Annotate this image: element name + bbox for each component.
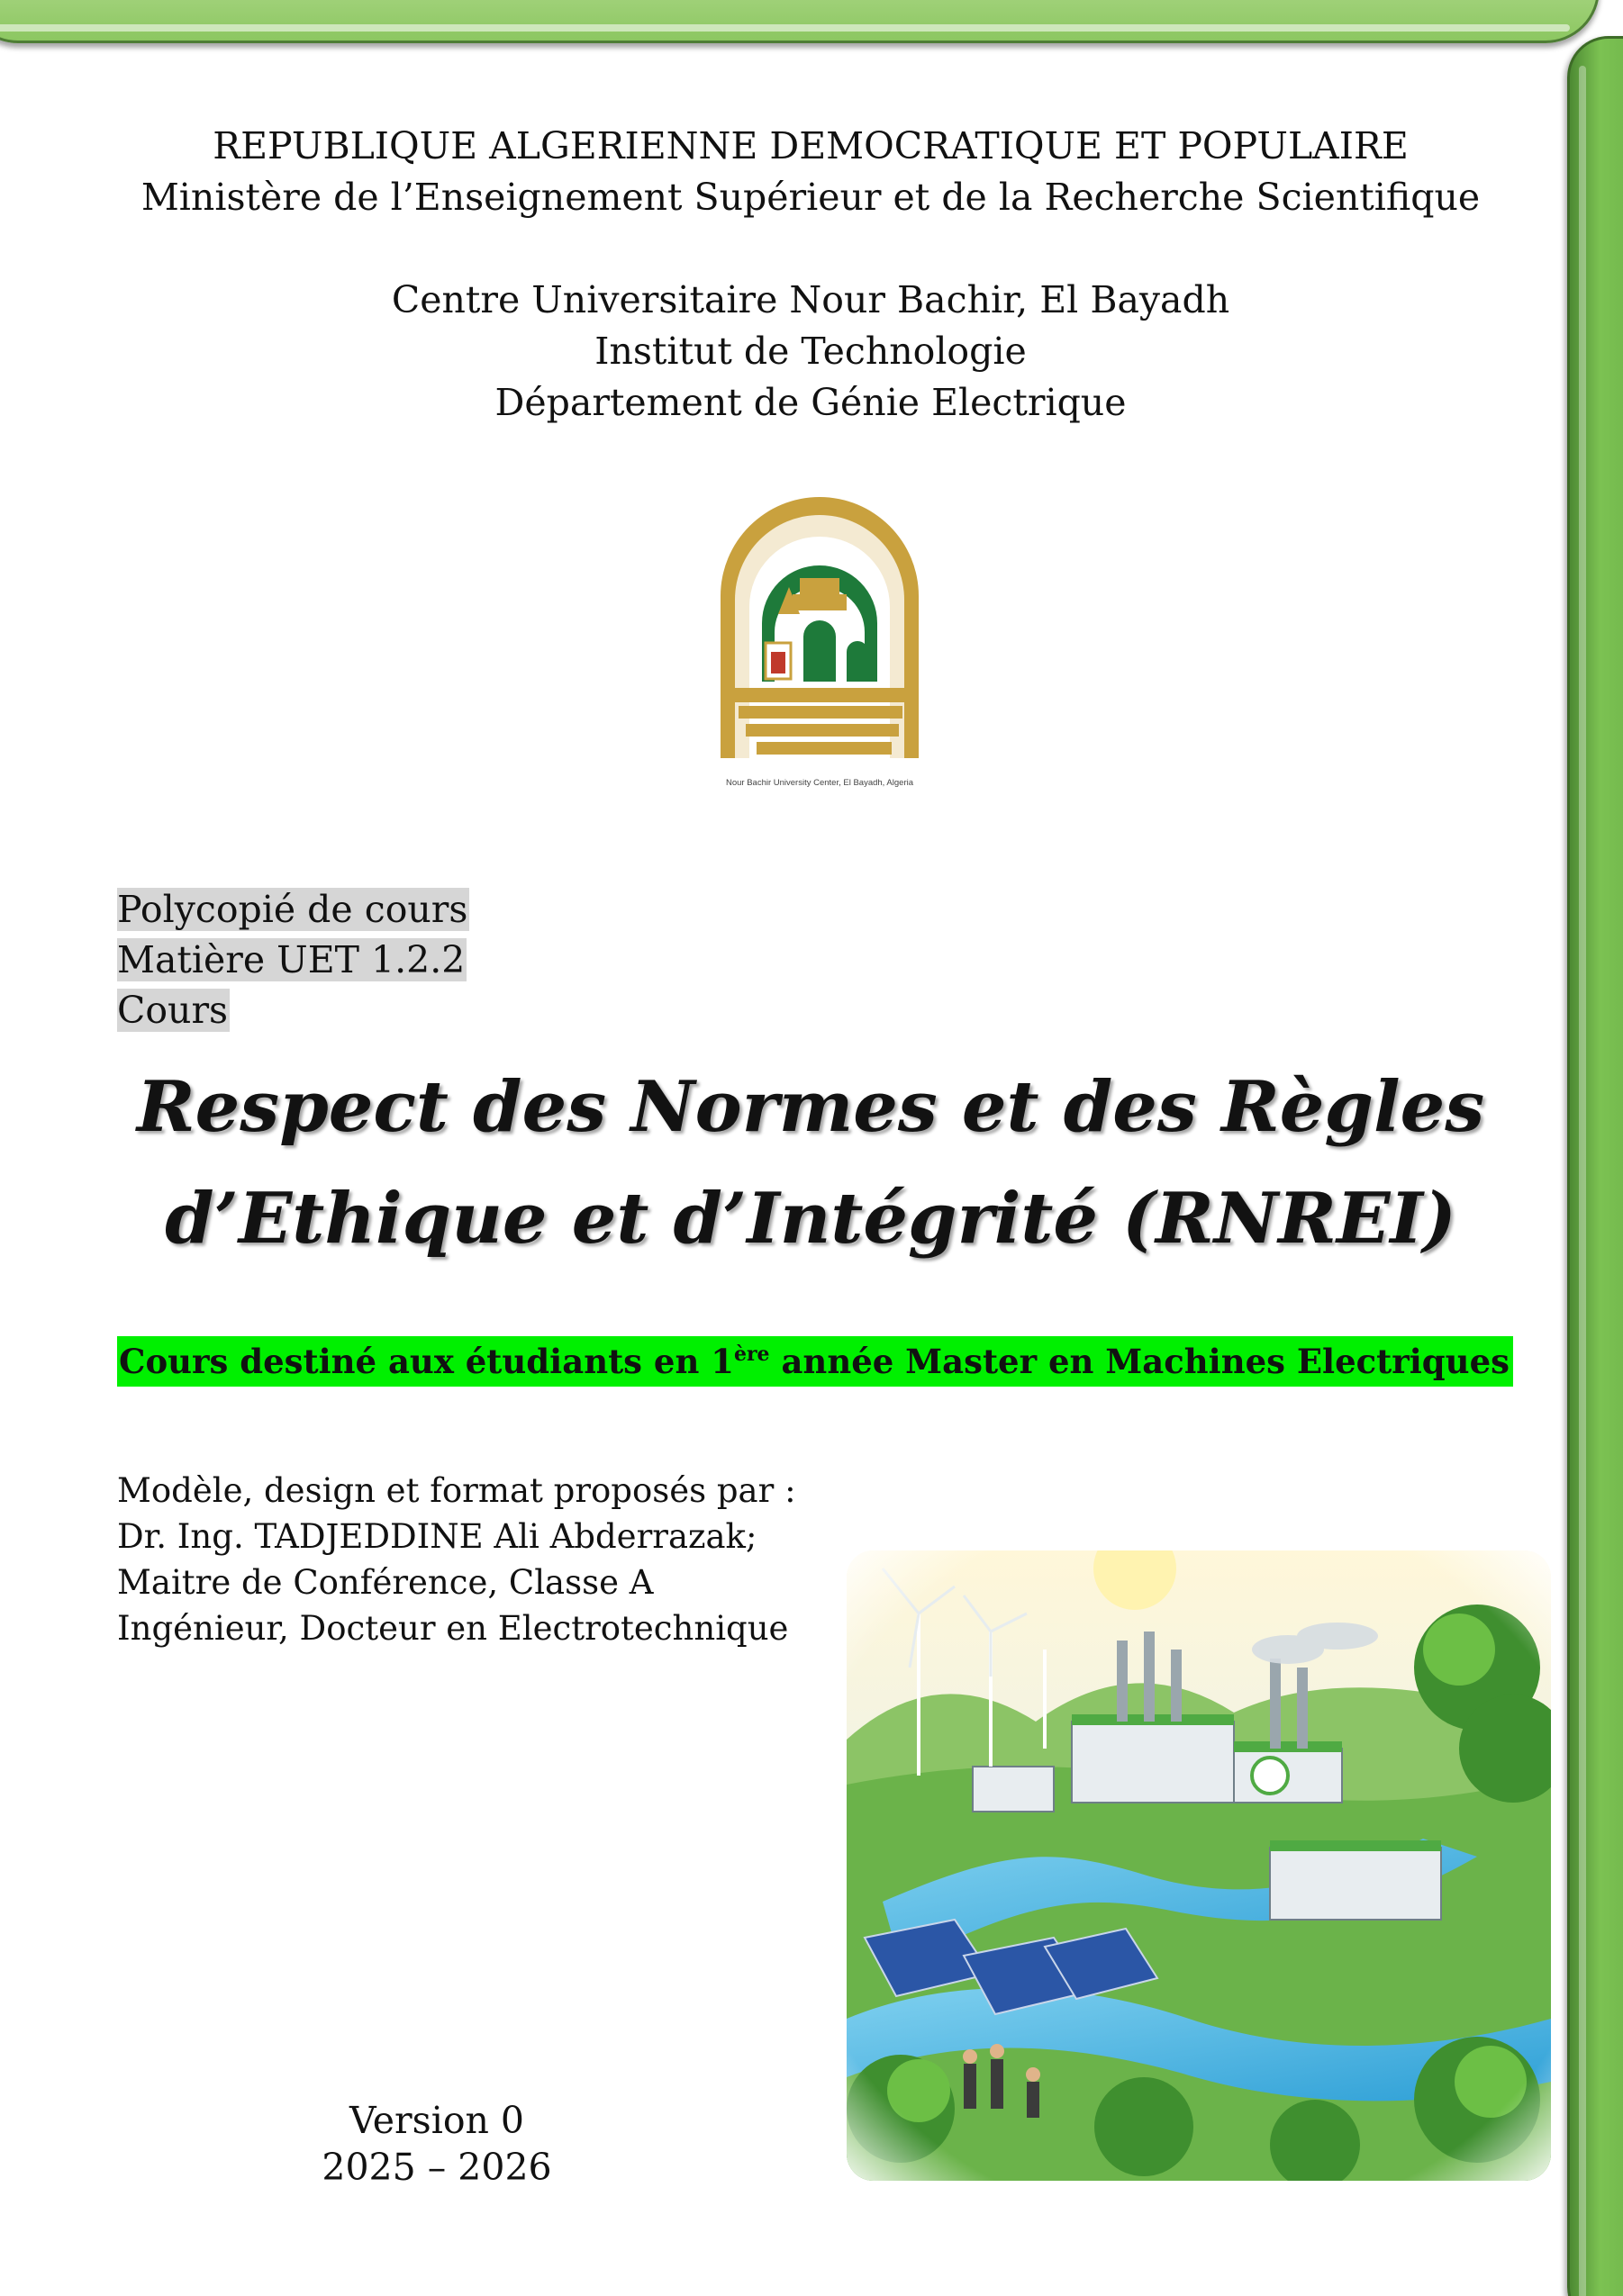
course-title-line-1: Respect des Normes et des Règles (136, 1066, 1485, 1148)
author-line: Dr. Ing. TADJEDDINE Ali Abderrazak; (117, 1517, 757, 1556)
course-label-line: Polycopié de cours (117, 888, 468, 931)
version-label: Version 0 (349, 2099, 525, 2142)
course-title-line-2: d’Ethique et d’Intégrité (RNREI) (165, 1178, 1456, 1260)
course-labels (117, 884, 469, 1035)
department-heading: Département de Génie Electrique (494, 381, 1127, 424)
institute-heading: Institut de Technologie (594, 330, 1027, 373)
sustainable-energy-illustration (847, 1550, 1551, 2181)
author-line: Ingénieur, Docteur en Electrotechnique (117, 1609, 789, 1648)
author-line: Modèle, design et format proposés par : (117, 1471, 796, 1510)
academic-years: 2025 – 2026 (322, 2146, 552, 2189)
author-line: Maitre de Conférence, Classe A (117, 1563, 654, 1602)
right-decorative-band (1567, 36, 1623, 2296)
author-block (117, 1468, 796, 1651)
top-decorative-band (0, 0, 1600, 43)
ministry-heading: Ministère de l’Enseignement Supérieur et de la Recherche Scientifique (141, 176, 1481, 219)
svg-text:Nour Bachir University Center,: Nour Bachir University Center, El Bayadh, Algeria (725, 778, 914, 788)
university-heading: Centre Universitaire Nour Bachir, El Bayadh (391, 278, 1230, 321)
audience-banner: Cours destiné aux étudiants en 1ère année Master en Machines Electriques (117, 1336, 1513, 1387)
republic-heading: REPUBLIQUE ALGERIENNE DEMOCRATIQUE ET POPULAIRE (213, 124, 1409, 167)
university-logo (703, 488, 937, 791)
course-label-line: Matière UET 1.2.2 (117, 938, 466, 981)
course-label-line: Cours (117, 989, 229, 1032)
